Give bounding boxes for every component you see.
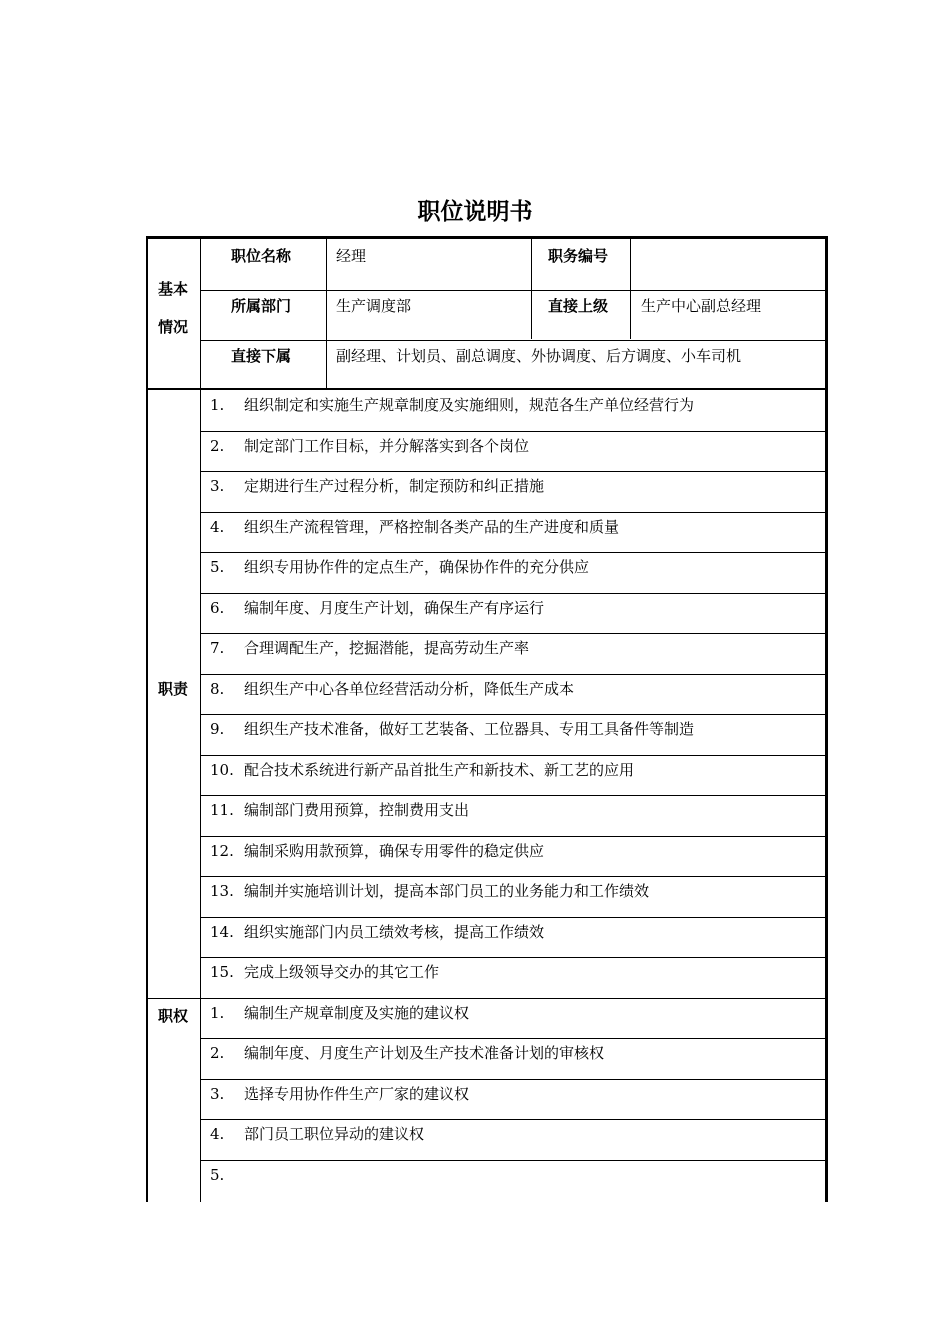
list-item-text: 配合技术系统进行新产品首批生产和新技术、新工艺的应用 — [244, 760, 635, 779]
list-item-number: 8. — [210, 679, 225, 698]
list-item-text: 组织生产技术准备，做好工艺装备、工位器具、专用工具备件等制造 — [244, 720, 695, 738]
list-item-number: 12. — [210, 841, 234, 860]
list-item-number: 11. — [210, 801, 234, 819]
list-item-text: 组织专用协作件的定点生产，确保协作件的充分供应 — [244, 558, 590, 576]
row-divider — [200, 552, 825, 553]
list-item — [210, 599, 544, 617]
value-column-divider — [531, 239, 532, 339]
list-item — [210, 558, 589, 576]
list-item-number: 4. — [210, 1125, 225, 1143]
row-divider — [200, 633, 825, 634]
row-divider — [200, 957, 825, 958]
list-item — [210, 437, 529, 455]
list-item-text: 组织制定和实施生产规章制度及实施细则，规范各生产单位经营行为 — [244, 396, 695, 414]
list-item-number: 13. — [210, 882, 234, 900]
list-item-text: 选择专用协作件生产厂家的建议权 — [244, 1084, 470, 1103]
list-item — [210, 720, 694, 738]
row-divider — [200, 471, 825, 472]
list-item-text: 组织生产流程管理，严格控制各类产品的生产进度和质量 — [244, 517, 620, 536]
label-column-divider — [326, 239, 327, 389]
subordinates-label: 直接下属 — [231, 347, 292, 365]
list-item-text: 编制年度、月度生产计划，确保生产有序运行 — [244, 598, 545, 617]
row-divider — [200, 714, 825, 715]
list-item — [210, 1004, 469, 1022]
list-item-number: 2. — [210, 436, 225, 455]
superior-label: 直接上级 — [548, 297, 609, 315]
list-item-number: 3. — [210, 477, 225, 495]
list-item-number: 7. — [210, 639, 225, 657]
row-divider — [200, 290, 825, 291]
document-title: 职位说明书 — [417, 199, 533, 225]
row-divider — [200, 431, 825, 432]
authority-section-label: 职权 — [158, 1007, 189, 1025]
row-divider — [200, 1119, 825, 1120]
list-item-text: 编制并实施培训计划，提高本部门员工的业务能力和工作绩效 — [244, 882, 650, 900]
list-item — [210, 1166, 244, 1184]
row-divider — [200, 512, 825, 513]
list-item-number: 4. — [210, 517, 225, 536]
list-item-number: 10. — [210, 760, 234, 779]
list-item-number: 1. — [210, 1003, 225, 1022]
list-item — [210, 923, 544, 941]
list-item-text: 合理调配生产，挖掘潜能，提高劳动生产率 — [244, 639, 530, 657]
list-item-text: 组织实施部门内员工绩效考核，提高工作绩效 — [244, 922, 545, 941]
basic-section-label-2: 情况 — [158, 318, 189, 336]
position-name-value: 经理 — [336, 247, 367, 265]
section-divider — [148, 388, 825, 390]
list-item-text: 组织生产中心各单位经营活动分析，降低生产成本 — [244, 679, 575, 698]
subordinates-value: 副经理、计划员、副总调度、外协调度、后方调度、小车司机 — [336, 347, 742, 365]
position-name-label: 职位名称 — [231, 247, 292, 265]
list-item — [210, 761, 634, 779]
position-code-label: 职务编号 — [548, 247, 609, 265]
list-item-text: 定期进行生产过程分析，制定预防和纠正措施 — [244, 477, 545, 495]
list-item-number: 5. — [210, 558, 225, 576]
department-value: 生产调度部 — [336, 297, 412, 315]
list-item-text: 制定部门工作目标，并分解落实到各个岗位 — [244, 436, 530, 455]
list-item — [210, 680, 574, 698]
list-item — [210, 1085, 469, 1103]
list-item-text: 编制部门费用预算，控制费用支出 — [244, 801, 470, 819]
row-divider — [200, 755, 825, 756]
row-divider — [200, 1038, 825, 1039]
list-item-number: 15. — [210, 963, 234, 981]
basic-section-label-1: 基本 — [158, 280, 189, 298]
list-item-number: 14. — [210, 922, 234, 941]
list-item — [210, 842, 544, 860]
list-item-number: 5. — [210, 1165, 225, 1184]
list-item — [210, 1044, 604, 1062]
list-item — [210, 518, 619, 536]
list-item-text: 编制采购用款预算，确保专用零件的稳定供应 — [244, 841, 545, 860]
list-item — [210, 963, 439, 981]
row-divider — [200, 917, 825, 918]
list-item-text: 部门员工职位异动的建议权 — [244, 1125, 425, 1143]
list-item-text: 完成上级领导交办的其它工作 — [244, 963, 440, 981]
row-divider — [200, 674, 825, 675]
list-item-number: 3. — [210, 1084, 225, 1103]
list-item — [210, 639, 529, 657]
row-divider — [200, 876, 825, 877]
list-item — [210, 1125, 424, 1143]
list-item-text: 编制年度、月度生产计划及生产技术准备计划的审核权 — [244, 1044, 605, 1062]
list-item — [210, 882, 649, 900]
list-item — [210, 801, 469, 819]
row-divider — [200, 795, 825, 796]
row-divider — [200, 836, 825, 837]
row-divider — [148, 998, 825, 999]
superior-value: 生产中心副总经理 — [641, 297, 762, 315]
list-item-number: 2. — [210, 1044, 225, 1062]
duties-section-label: 职责 — [158, 680, 189, 698]
row-divider — [200, 1160, 825, 1161]
section-column-divider — [200, 239, 201, 1202]
list-item-number: 1. — [210, 396, 225, 414]
department-label: 所属部门 — [231, 297, 292, 315]
row-divider — [200, 1079, 825, 1080]
list-item — [210, 396, 694, 414]
row-divider — [200, 340, 825, 341]
list-item-number: 9. — [210, 720, 225, 738]
job-description-table — [146, 236, 828, 1202]
list-item — [210, 477, 544, 495]
row-divider — [200, 593, 825, 594]
list-item-text: 编制生产规章制度及实施的建议权 — [244, 1003, 470, 1022]
list-item-number: 6. — [210, 598, 225, 617]
label2-column-divider — [630, 239, 631, 339]
